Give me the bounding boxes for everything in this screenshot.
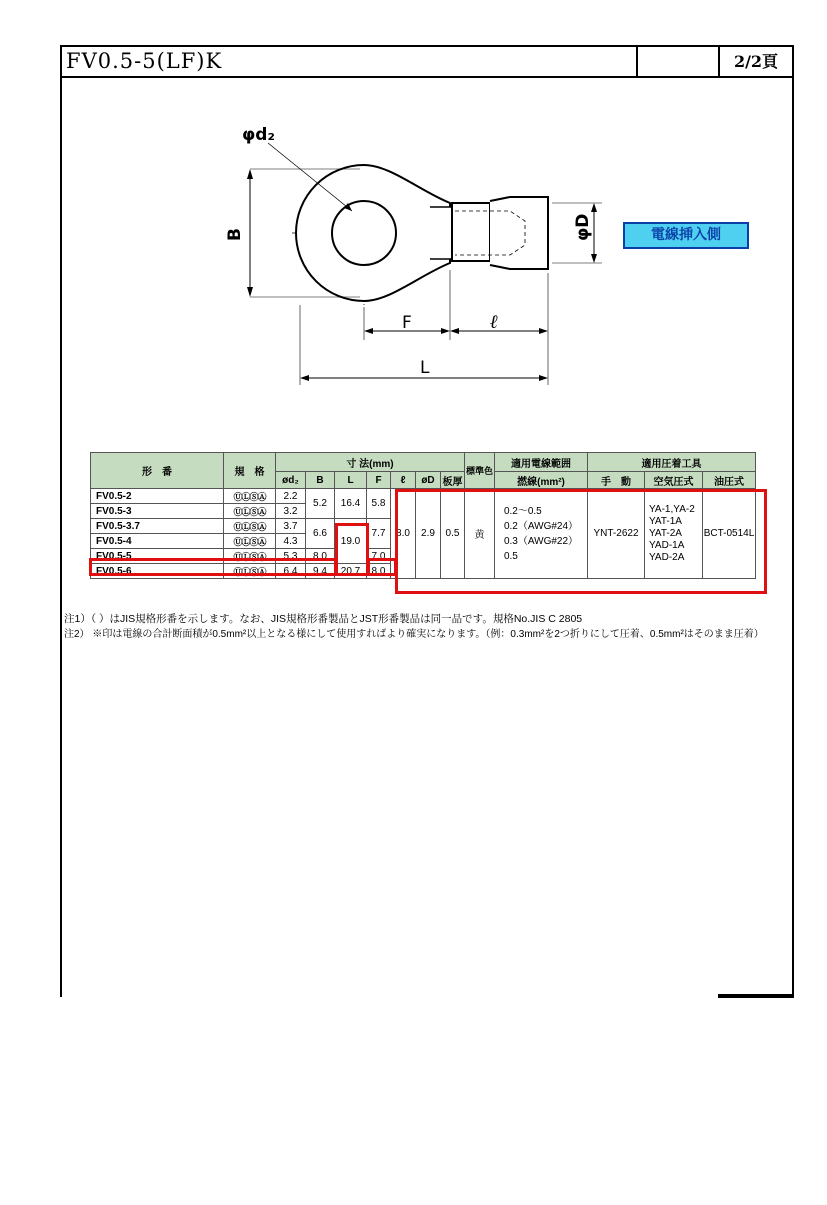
table-row: FV0.5-3 ⓊⓁⓈⒶ 3.2 <box>91 504 756 519</box>
pneumatic-tools-cell: YA-1,YA-2 YAT-1A YAT-2A YAD-1A YAD-2A <box>645 489 703 579</box>
bottom-rule <box>718 994 794 998</box>
standard-mark: ⓊⓁⓈⒶ <box>224 504 276 519</box>
header-blank-cell <box>638 47 720 76</box>
note-1: 注1）（ ）はJIS規格形番を示します。なお、JIS規格形番製品とJST形番製品は同一品です。規格No.JIS C 2805 <box>64 613 583 625</box>
col-dimensions: 寸 法(mm) <box>276 453 465 472</box>
col-standard: 規 格 <box>224 453 276 489</box>
standard-mark: ⓊⓁⓈⒶ <box>224 564 276 579</box>
document-header <box>60 45 794 78</box>
col-l-big: L <box>335 472 367 489</box>
col-f: F <box>367 472 391 489</box>
page-number: 2/2頁 <box>733 52 779 71</box>
highlight-f-value <box>367 558 397 576</box>
highlight-common-specs <box>395 489 767 594</box>
col-color: 標準色 <box>465 453 495 489</box>
table-row: FV0.5-3.7 ⓊⓁⓈⒶ 3.7 6.6 19.0 7.7 <box>91 519 756 534</box>
col-b: B <box>306 472 335 489</box>
l-small-label: ℓ <box>490 311 499 333</box>
footnotes <box>64 612 764 642</box>
highlight-row-fv0-5-5 <box>89 558 337 576</box>
b-label: B <box>225 228 245 241</box>
col-thickness: 板厚 <box>441 472 465 489</box>
d2-label: φd₂ <box>242 125 275 145</box>
standard-mark: ⓊⓁⓈⒶ <box>224 489 276 504</box>
col-l-small: ℓ <box>391 472 416 489</box>
document-title: FV0.5-5(LF)K <box>62 47 638 76</box>
col-stranded: 撚線(mm²) <box>495 472 588 489</box>
col-pneumatic-tool: 空気圧式 <box>645 472 703 489</box>
col-d: øD <box>416 472 441 489</box>
table-row: FV0.5-4 ⓊⓁⓈⒶ 4.3 <box>91 534 756 549</box>
table-row: FV0.5-2 ⓊⓁⓈⒶ 2.2 5.2 16.4 5.8 8.0 2.9 0.5 黄 0.2〜0.5 0.2（AWG#24） 0.3（AWG#22） 0.5 YNT-2622 YA-1,YA-2 YAT-1A YAT-2A YAD-1A YAD-2A BCT-0514L <box>91 489 756 504</box>
highlight-l-value <box>335 523 369 576</box>
col-manual-tool: 手 動 <box>588 472 645 489</box>
col-hydraulic-tool: 油圧式 <box>703 472 756 489</box>
f-label: F <box>402 313 412 333</box>
col-tools: 適用圧着工具 <box>588 453 756 472</box>
col-d2: ød₂ <box>276 472 306 489</box>
standard-mark: ⓊⓁⓈⒶ <box>224 549 276 564</box>
l-label: L <box>420 358 430 378</box>
standard-mark: ⓊⓁⓈⒶ <box>224 534 276 549</box>
ring-terminal-diagram <box>220 115 620 395</box>
wire-range-cell: 0.2〜0.5 0.2（AWG#24） 0.3（AWG#22） 0.5 <box>495 489 588 579</box>
table-row: FV0.5-6 ⓊⓁⓈⒶ 6.4 9.4 20.7 8.0 <box>91 564 756 579</box>
col-wire-range: 適用電線範囲 <box>495 453 588 472</box>
table-row: FV0.5-5 ⓊⓁⓈⒶ 5.3 8.0 7.0 <box>91 549 756 564</box>
col-model: 形 番 <box>91 453 224 489</box>
d-label: φD <box>573 213 593 241</box>
standard-mark: ⓊⓁⓈⒶ <box>224 519 276 534</box>
note-2: 注2） ※印は電線の合計断面積が0.5mm²以上となる様にして使用すればより確実になります。（例：0.3mm²を2つ折りにして圧着、0.5mm²はそのまま圧着） <box>64 629 764 640</box>
wire-insertion-side-label: 電線挿入側 <box>623 222 749 249</box>
